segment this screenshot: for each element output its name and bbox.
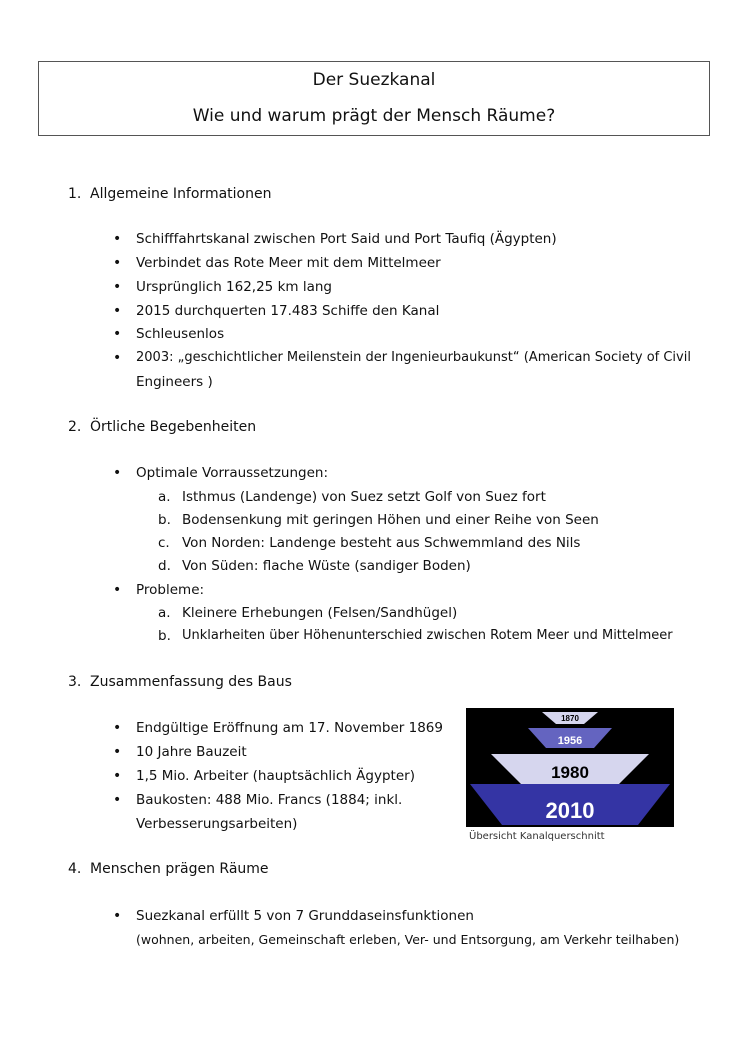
bullet-marker: • bbox=[113, 465, 122, 481]
list-item: Schifffahrtskanal zwischen Port Said und Port Taufiq (Ägypten) bbox=[136, 231, 557, 247]
bullet-marker: • bbox=[113, 350, 122, 366]
list-item: Ursprünglich 162,25 km lang bbox=[136, 279, 332, 295]
list-item-continuation: Engineers ) bbox=[136, 374, 213, 390]
label-1870: 1870 bbox=[561, 714, 579, 723]
sub-item-letter: c. bbox=[158, 535, 170, 551]
section-1-number: 1. bbox=[68, 186, 82, 202]
list-item: Optimale Vorraussetzungen: bbox=[136, 465, 328, 481]
section-2-title: Örtliche Begebenheiten bbox=[90, 419, 257, 435]
list-item: 2015 durchquerten 17.483 Schiffe den Kanal bbox=[136, 303, 440, 319]
section-1-heading bbox=[68, 184, 271, 204]
sub-item: Unklarheiten über Höhenunterschied zwischen Rotem Meer und Mittelmeer bbox=[182, 628, 673, 643]
list-item: Schleusenlos bbox=[136, 326, 225, 342]
canal-cross-section-graphic bbox=[466, 708, 674, 827]
list-item: 2003: „geschichtlicher Meilenstein der Ingenieurbaukunst“ (American Society of Civil bbox=[136, 350, 691, 365]
list-item: Probleme: bbox=[136, 582, 205, 598]
bullet-marker: • bbox=[113, 744, 122, 760]
list-item-continuation: Verbesserungsarbeiten) bbox=[136, 816, 298, 832]
bullet-marker: • bbox=[113, 582, 122, 598]
sub-item-letter: b. bbox=[158, 628, 171, 644]
section-3-number: 3. bbox=[68, 674, 82, 690]
list-item: 10 Jahre Bauzeit bbox=[136, 744, 247, 760]
label-1956: 1956 bbox=[557, 735, 583, 747]
bullet-marker: • bbox=[113, 255, 122, 271]
bullet-marker: • bbox=[113, 792, 122, 808]
sub-item-letter: b. bbox=[158, 512, 171, 528]
section-3-heading bbox=[68, 672, 292, 692]
list-item: Suezkanal erfüllt 5 von 7 Grunddaseinsfunktionen bbox=[136, 908, 474, 924]
bullet-marker: • bbox=[113, 279, 122, 295]
section-4-heading bbox=[68, 859, 269, 879]
list-item: 1,5 Mio. Arbeiter (hauptsächlich Ägypter) bbox=[136, 768, 415, 784]
section-1-title: Allgemeine Informationen bbox=[90, 186, 272, 202]
list-item-continuation: (wohnen, arbeiten, Gemeinschaft erleben, Ver- und Entsorgung, am Verkehr teilhaben) bbox=[136, 932, 680, 947]
section-3-title: Zusammenfassung des Baus bbox=[90, 674, 292, 690]
bullet-marker: • bbox=[113, 326, 122, 342]
title-box bbox=[38, 61, 710, 136]
sub-item: Bodensenkung mit geringen Höhen und einer Reihe von Seen bbox=[182, 512, 599, 528]
label-1980: 1980 bbox=[551, 763, 589, 782]
sub-item: Kleinere Erhebungen (Felsen/Sandhügel) bbox=[182, 605, 458, 621]
bullet-marker: • bbox=[113, 303, 122, 319]
bullet-marker: • bbox=[113, 908, 122, 924]
bullet-marker: • bbox=[113, 720, 122, 736]
section-4-number: 4. bbox=[68, 861, 82, 877]
document-title: Der Suezkanal bbox=[312, 70, 436, 90]
sub-item-letter: a. bbox=[158, 605, 171, 621]
sub-item: Von Süden: flache Wüste (sandiger Boden) bbox=[182, 558, 471, 574]
label-2010: 2010 bbox=[545, 798, 595, 823]
canal-cross-section-figure bbox=[466, 708, 674, 827]
list-item: Verbindet das Rote Meer mit dem Mittelmeer bbox=[136, 255, 441, 271]
bullet-marker: • bbox=[113, 768, 122, 784]
bullet-marker: • bbox=[113, 231, 122, 247]
document-subtitle: Wie und warum prägt der Mensch Räume? bbox=[192, 106, 556, 126]
list-item: Endgültige Eröffnung am 17. November 1869 bbox=[136, 720, 443, 736]
list-item: Baukosten: 488 Mio. Francs (1884; inkl. bbox=[136, 792, 403, 808]
section-4-title: Menschen prägen Räume bbox=[90, 861, 269, 877]
sub-item-letter: a. bbox=[158, 489, 171, 505]
sub-item: Von Norden: Landenge besteht aus Schwemmland des Nils bbox=[182, 535, 581, 551]
sub-item-letter: d. bbox=[158, 558, 171, 574]
figure-caption: Übersicht Kanalquerschnitt bbox=[469, 831, 605, 842]
section-2-heading bbox=[68, 417, 256, 437]
sub-item: Isthmus (Landenge) von Suez setzt Golf von Suez fort bbox=[182, 489, 546, 505]
section-2-number: 2. bbox=[68, 419, 82, 435]
